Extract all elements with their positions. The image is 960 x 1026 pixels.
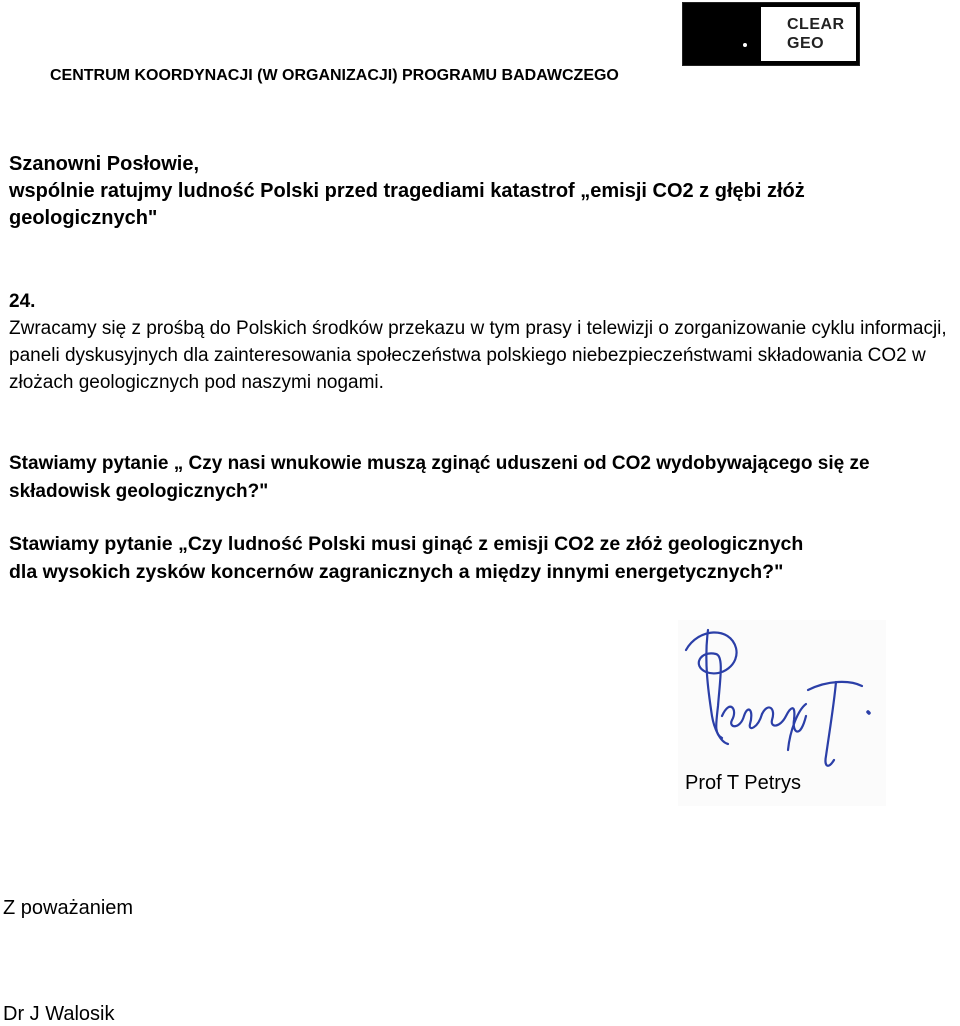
logo-text bbox=[787, 15, 845, 53]
salutation-greeting: Szanowni Posłowie, bbox=[9, 153, 200, 175]
organization-header: CENTRUM KOORDYNACJI (W ORGANIZACJI) PROGRAMU BADAWCZEGO bbox=[50, 67, 619, 84]
salutation-appeal: wspólnie ratujmy ludność Polski przed tragediami katastrof „emisji CO2 z głębi złóż geologicznych" bbox=[9, 180, 805, 229]
closing-phrase: Z poważaniem bbox=[3, 897, 134, 919]
section-text: Zwracamy się z prośbą do Polskich środków przekazu w tym prasy i telewizji o zorganizowanie cyklu informacji, paneli dyskusyjnych dla zainteresowania społeczeństwa polskiego niebezpieczeństwami składowania CO2 w złożach geologicznych pod naszymi nogami. bbox=[9, 318, 947, 393]
clear-geo-logo bbox=[682, 2, 860, 66]
signature-block bbox=[678, 620, 886, 806]
salutation bbox=[9, 151, 954, 232]
section-24 bbox=[9, 288, 954, 396]
logo-text-line1: CLEAR bbox=[787, 16, 845, 33]
section-number: 24. bbox=[9, 291, 36, 312]
question-1: Stawiamy pytanie „ Czy nasi wnukowie muszą zginąć uduszeni od CO2 wydobywającego się ze składowisk geologicznych?" bbox=[9, 453, 870, 502]
question-2 bbox=[9, 530, 960, 586]
logo-text-line2: GEO bbox=[787, 35, 825, 52]
sender-name: Dr J Walosik bbox=[3, 1003, 115, 1025]
signature-name: Prof T Petrys bbox=[685, 772, 801, 794]
question-2-line1: Stawiamy pytanie „Czy ludność Polski musi ginąć z emisji CO2 ze złóż geologicznych bbox=[9, 533, 804, 555]
logo-dot bbox=[743, 43, 747, 47]
question-2-line2: dla wysokich zysków koncernów zagranicznych a między innymi energetycznych?" bbox=[9, 561, 784, 583]
